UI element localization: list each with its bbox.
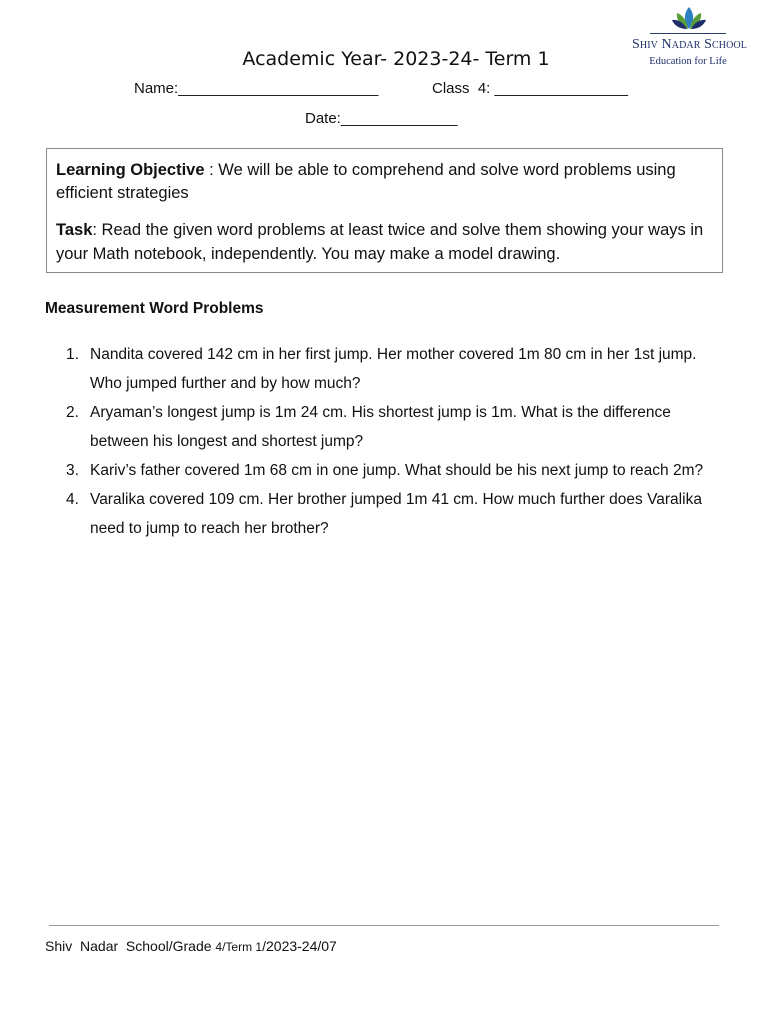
word-problem: [66, 340, 726, 398]
word-problem-list: [66, 340, 726, 543]
class-field: [432, 80, 628, 97]
objective-label: Learning Objective: [56, 161, 205, 179]
word-problem: [66, 485, 726, 543]
logo-divider: [650, 33, 726, 34]
date-blank: ______________: [340, 110, 458, 127]
task-label: Task: [56, 221, 93, 239]
date-label: Date:: [305, 110, 341, 127]
word-problem: [66, 398, 726, 456]
footer-small: 4/Term 1: [215, 940, 263, 954]
problem-text: Nandita covered 142 cm in her first jump. Her mother covered 1m 80 cm in her 1st jump. Who jumped further and by how much?: [90, 346, 697, 392]
problem-number: 2.: [66, 404, 79, 421]
class-blank: ________________: [494, 80, 629, 97]
lotus-logo-icon: [672, 5, 706, 31]
task-description: [56, 218, 721, 266]
problem-number: 3.: [66, 462, 79, 479]
school-logo: [632, 5, 747, 75]
name-label: Name:: [134, 80, 179, 97]
problem-text: Aryaman’s longest jump is 1m 24 cm. His shortest jump is 1m. What is the difference between his longest and shortest jump?: [90, 404, 671, 450]
date-field: [305, 110, 458, 127]
learning-objective-box: [46, 148, 723, 273]
logo-school-name: Shiv Nadar School: [632, 37, 747, 52]
class-label: Class 4:: [432, 80, 491, 97]
footer-end: /2023-24/07: [262, 938, 337, 954]
objective-text: : We will be able to comprehend and solve word problems using efficient strategies: [56, 161, 676, 202]
problem-number: 1.: [66, 346, 79, 363]
problem-number: 4.: [66, 491, 79, 508]
footer-divider: [49, 925, 719, 926]
logo-tagline: Education for Life: [649, 56, 727, 67]
task-text: : Read the given word problems at least twice and solve them showing your ways in your Math notebook, independently. You may make a model drawing.: [56, 221, 704, 263]
section-heading: Measurement Word Problems: [45, 300, 264, 317]
name-blank: ________________________: [178, 80, 379, 97]
word-problem: [66, 456, 726, 485]
learning-objective: [56, 159, 721, 205]
name-field: [134, 80, 378, 97]
footer-main: Shiv Nadar School/Grade: [45, 938, 216, 954]
problem-text: Varalika covered 109 cm. Her brother jumped 1m 41 cm. How much further does Varalika need to jump to reach her brother?: [90, 491, 702, 537]
footer-reference: [45, 938, 337, 954]
page-title: Academic Year- 2023-24- Term 1: [242, 48, 550, 70]
problem-text: Kariv’s father covered 1m 68 cm in one jump. What should be his next jump to reach 2m?: [90, 462, 704, 479]
